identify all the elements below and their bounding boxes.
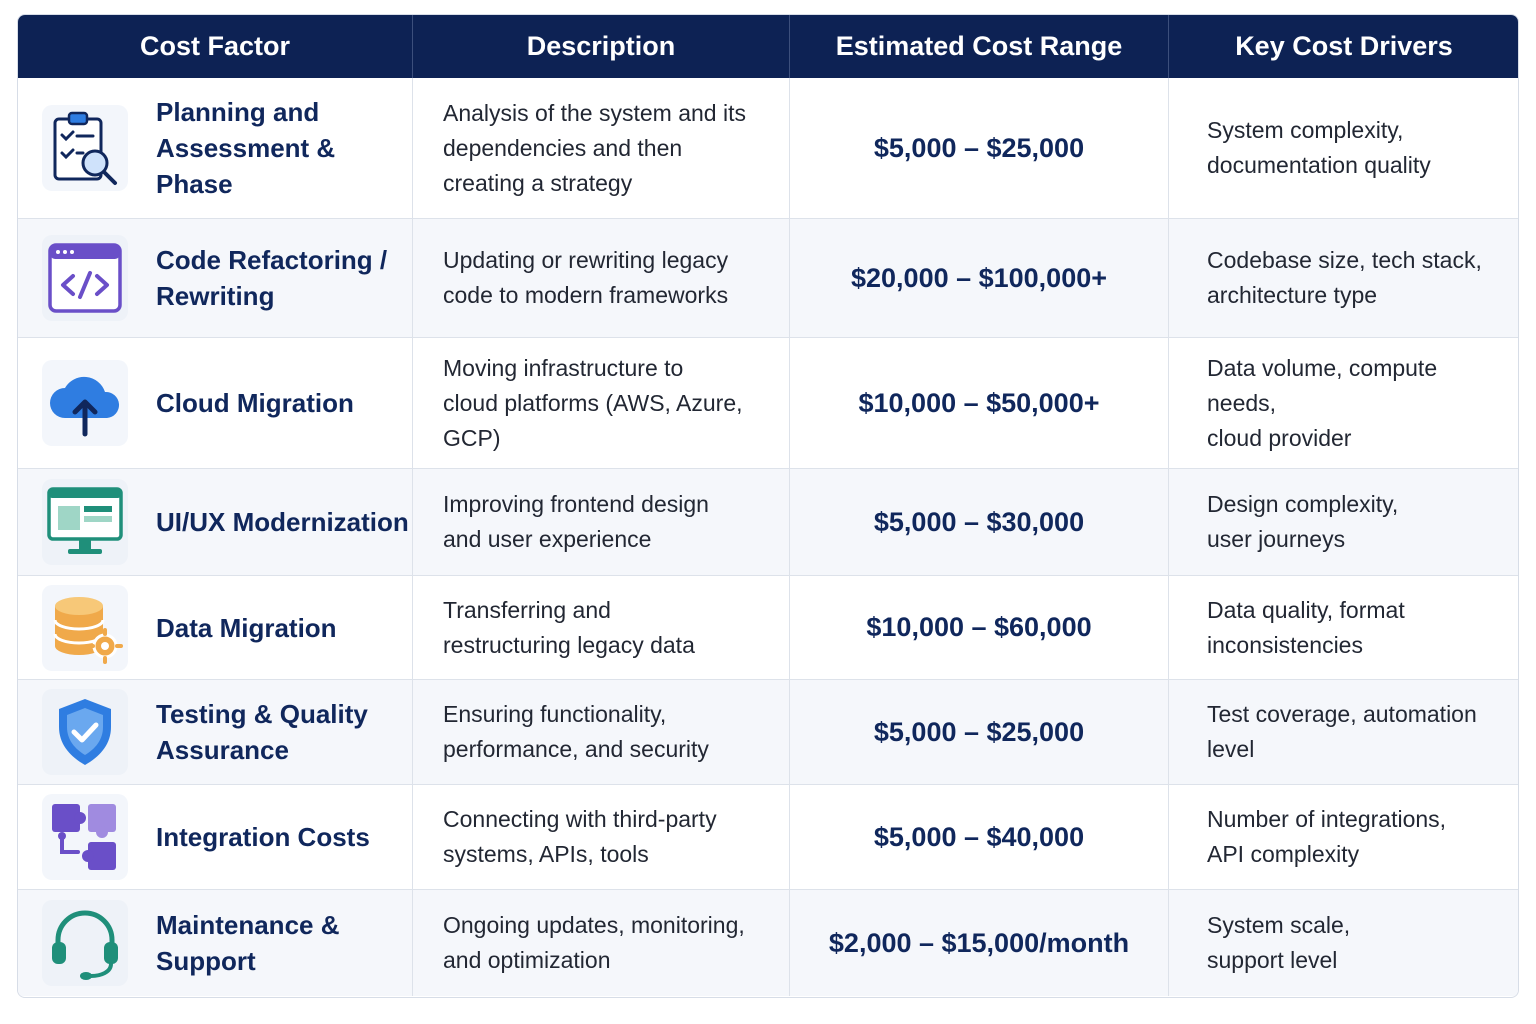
factor-cell xyxy=(18,890,413,996)
shield-check-icon xyxy=(42,689,128,775)
cost-table-grid xyxy=(18,15,1518,997)
description-cell: Ensuring functionality, performance, and security xyxy=(413,680,790,785)
monitor-layout-icon xyxy=(42,479,128,565)
description-cell: Updating or rewriting legacy code to modern frameworks xyxy=(413,219,790,338)
factor-label: Testing & Quality Assurance xyxy=(156,699,368,765)
cost-drivers-cell: Design complexity, user journeys xyxy=(1169,469,1519,576)
headset-icon xyxy=(42,900,128,986)
factor-label: Cloud Migration xyxy=(156,388,354,418)
cost-range-cell: $5,000 – $40,000 xyxy=(790,785,1169,890)
puzzle-pieces-icon xyxy=(42,794,128,880)
factor-label: Integration Costs xyxy=(156,822,370,852)
description-cell: Moving infrastructure to cloud platforms (AWS, Azure, GCP) xyxy=(413,338,790,469)
cost-range-cell: $2,000 – $15,000/month xyxy=(790,890,1169,996)
description-cell: Connecting with third-party systems, APIs, tools xyxy=(413,785,790,890)
header-description: Description xyxy=(413,15,790,78)
cost-range-cell: $20,000 – $100,000+ xyxy=(790,219,1169,338)
factor-cell xyxy=(18,576,413,680)
factor-label: UI/UX Modernization xyxy=(156,507,409,537)
factor-label: Maintenance & Support xyxy=(156,910,340,976)
description-cell: Analysis of the system and its dependencies and then creating a strategy xyxy=(413,78,790,219)
cost-range-cell: $5,000 – $30,000 xyxy=(790,469,1169,576)
cost-drivers-cell: Test coverage, automation level xyxy=(1169,680,1519,785)
header-key-cost-drivers: Key Cost Drivers xyxy=(1169,15,1519,78)
cost-drivers-cell: Codebase size, tech stack, architecture type xyxy=(1169,219,1519,338)
factor-cell xyxy=(18,219,413,338)
header-cost-factor: Cost Factor xyxy=(18,15,413,78)
cost-drivers-cell: System complexity, documentation quality xyxy=(1169,78,1519,219)
factor-label: Code Refactoring / Rewriting xyxy=(156,245,388,311)
cost-range-cell: $10,000 – $50,000+ xyxy=(790,338,1169,469)
factor-label: Planning and Assessment & Phase xyxy=(156,97,336,199)
factor-cell xyxy=(18,338,413,469)
cost-range-cell: $10,000 – $60,000 xyxy=(790,576,1169,680)
factor-cell xyxy=(18,680,413,785)
database-gear-icon xyxy=(42,585,128,671)
header-estimated-cost-range: Estimated Cost Range xyxy=(790,15,1169,78)
cloud-upload-icon xyxy=(42,360,128,446)
code-window-icon xyxy=(42,235,128,321)
clipboard-search-icon xyxy=(42,105,128,191)
description-cell: Transferring and restructuring legacy data xyxy=(413,576,790,680)
factor-cell xyxy=(18,785,413,890)
cost-drivers-cell: Data volume, compute needs, cloud provider xyxy=(1169,338,1519,469)
cost-range-cell: $5,000 – $25,000 xyxy=(790,78,1169,219)
cost-drivers-cell: Number of integrations, API complexity xyxy=(1169,785,1519,890)
description-cell: Ongoing updates, monitoring, and optimization xyxy=(413,890,790,996)
factor-cell xyxy=(18,78,413,219)
cost-drivers-cell: System scale, support level xyxy=(1169,890,1519,996)
factor-cell xyxy=(18,469,413,576)
description-cell: Improving frontend design and user experience xyxy=(413,469,790,576)
cost-table xyxy=(17,14,1519,998)
cost-range-cell: $5,000 – $25,000 xyxy=(790,680,1169,785)
factor-label: Data Migration xyxy=(156,612,337,643)
cost-drivers-cell: Data quality, format inconsistencies xyxy=(1169,576,1519,680)
